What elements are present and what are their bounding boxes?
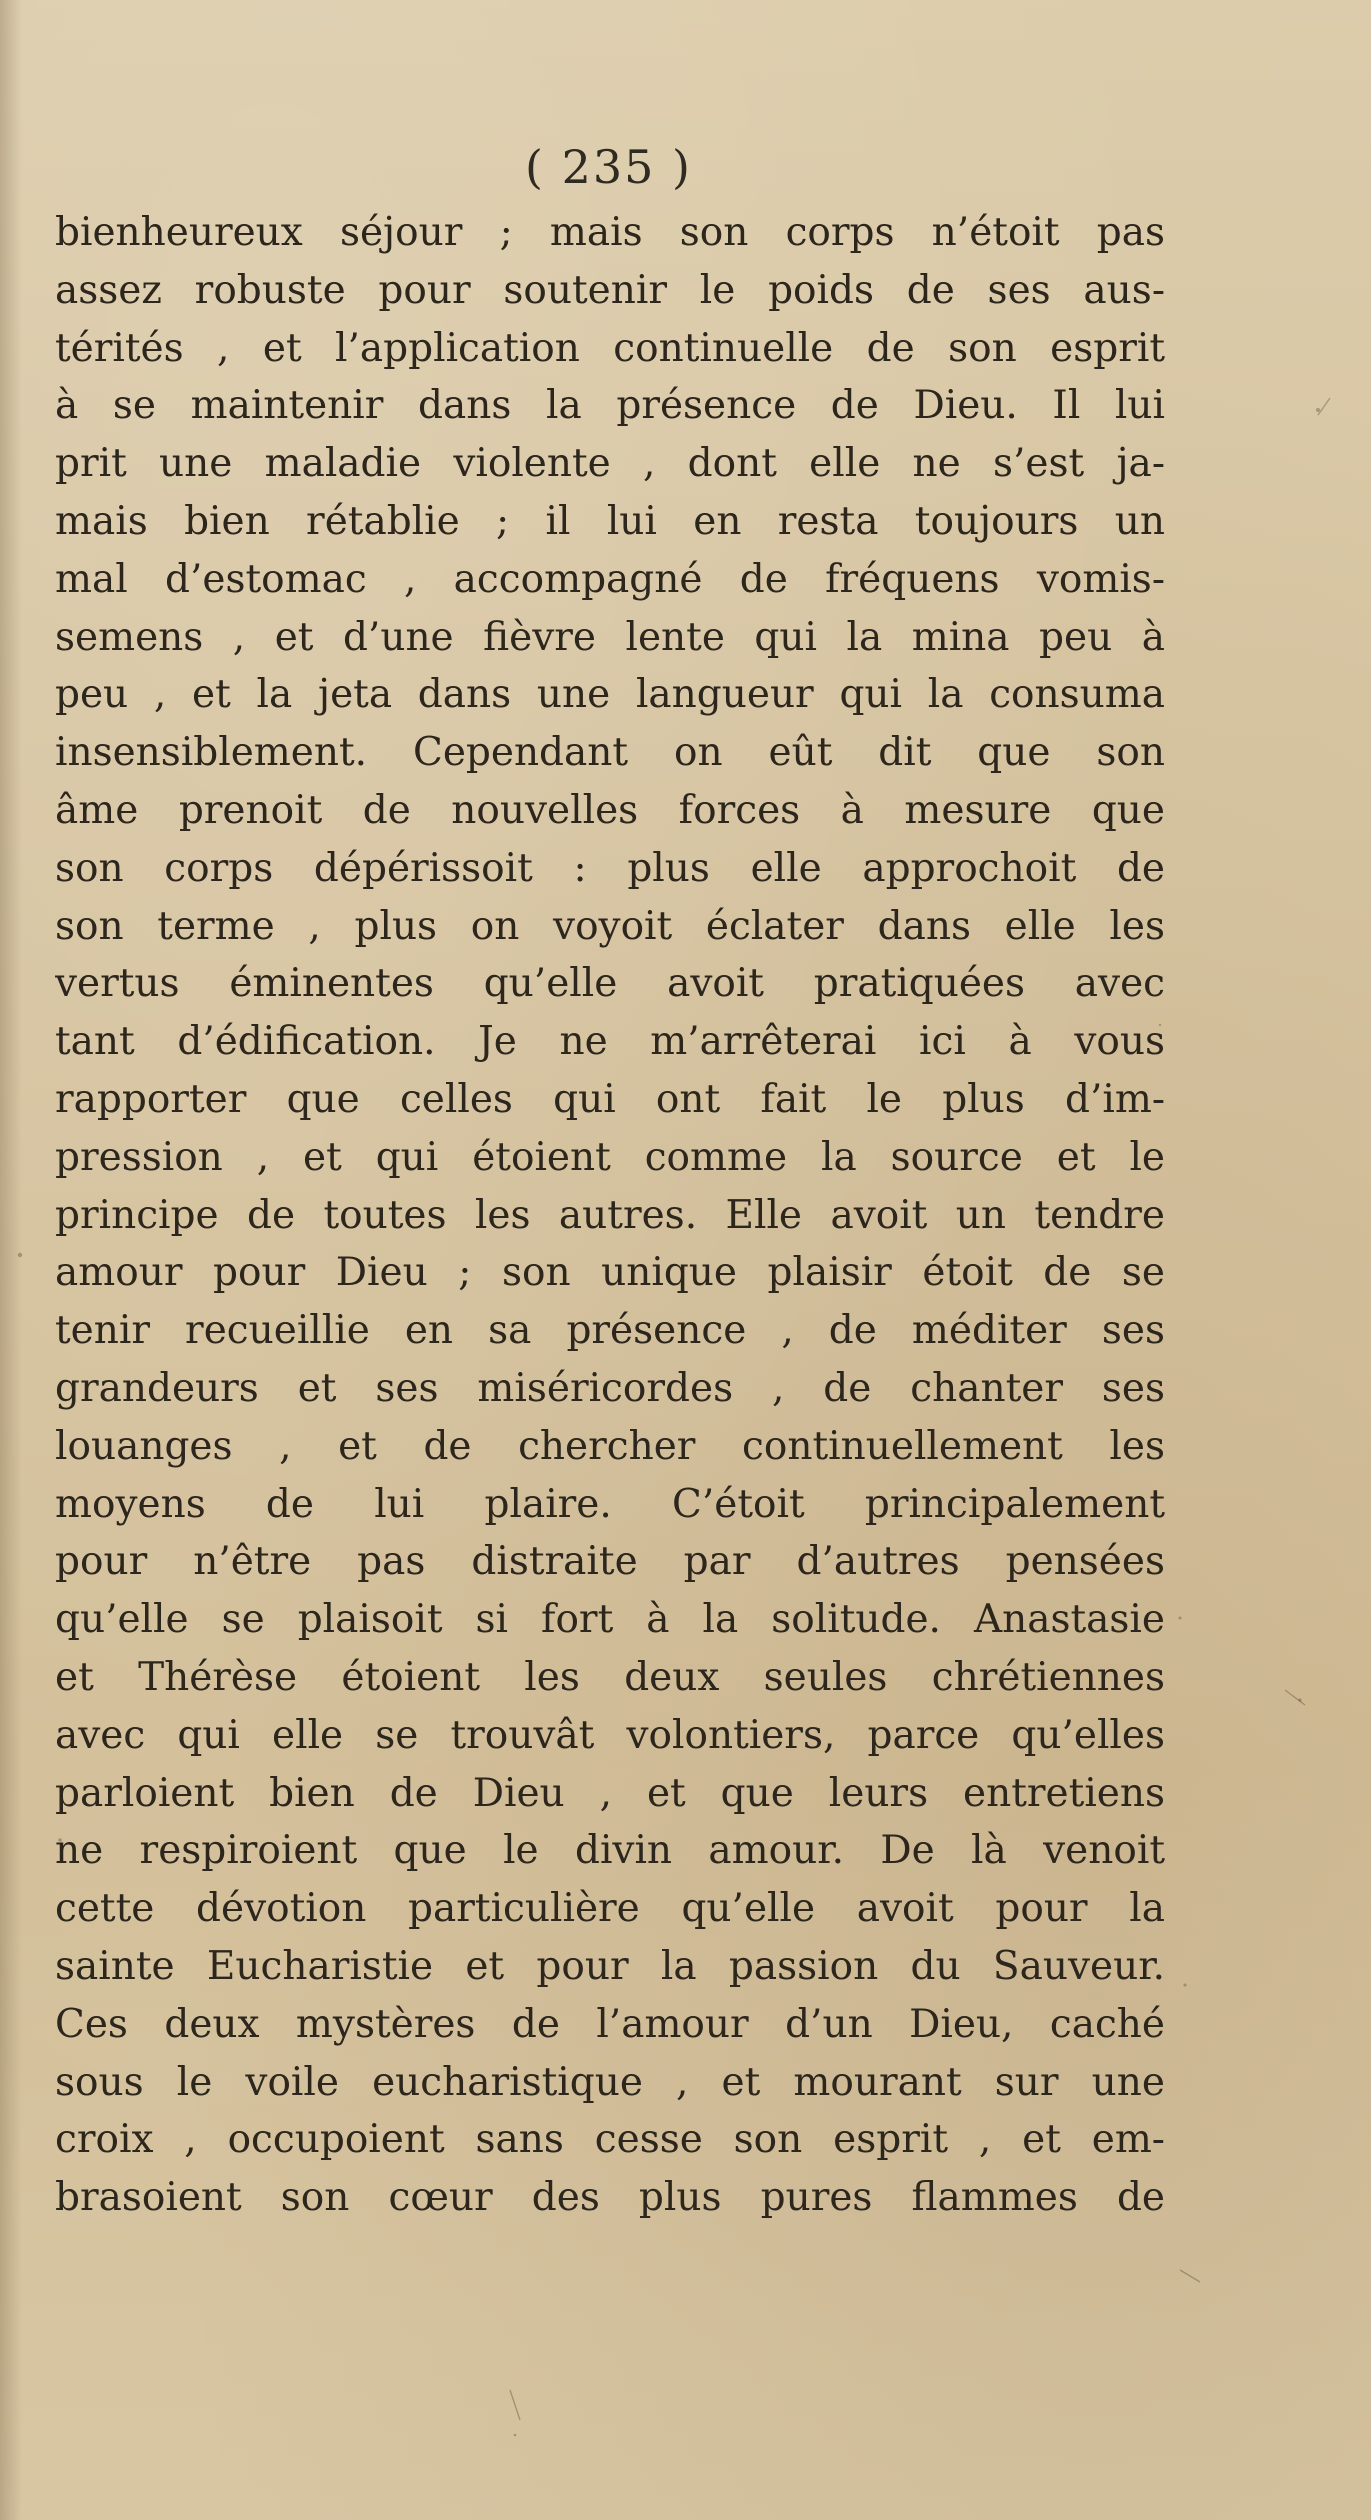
page-number: ( 235 ): [525, 140, 692, 194]
text-line: rapporter que celles qui ont fait le plus d’im-: [55, 1076, 1165, 1122]
text-line: tenir recueillie en sa présence , de méditer ses: [55, 1308, 1165, 1354]
text-line: louanges , et de chercher continuellement les: [55, 1423, 1165, 1469]
text-line: térités , et l’application continuelle de son esprit: [55, 325, 1165, 371]
text-line: Ces deux mystères de l’amour d’un Dieu, caché: [55, 2001, 1165, 2047]
text-line: amour pour Dieu ; son unique plaisir étoit de se: [55, 1250, 1165, 1296]
text-line: vertus éminentes qu’elle avoit pratiquées avec: [55, 961, 1165, 1007]
text-line: parloient bien de Dieu , et que leurs entretiens: [55, 1770, 1165, 1816]
text-line: qu’elle se plaisoit si fort à la solitude. Anastasie: [55, 1597, 1165, 1643]
text-line: bienheureux séjour ; mais son corps n’étoit pas: [55, 210, 1165, 255]
text-line: son corps dépérissoit : plus elle approchoit de: [55, 845, 1165, 891]
text-line: semens , et d’une fièvre lente qui la mina peu à: [55, 614, 1165, 660]
text-line: cette dévotion particulière qu’elle avoit pour la: [55, 1886, 1165, 1932]
text-line: prit une maladie violente , dont elle ne s’est ja-: [55, 441, 1165, 487]
text-line: et Thérèse étoient les deux seules chrétiennes: [55, 1654, 1165, 1700]
text-line: âme prenoit de nouvelles forces à mesure que: [55, 787, 1165, 833]
text-line: croix , occupoient sans cesse son esprit , et em-: [55, 2117, 1165, 2163]
text-line: ne respiroient que le divin amour. De là venoit: [55, 1828, 1165, 1874]
text-line: brasoient son cœur des plus pures flammes de: [55, 2175, 1165, 2221]
text-line: insensiblement. Cependant on eût dit que son: [55, 730, 1165, 776]
text-line: principe de toutes les autres. Elle avoit un tendre: [55, 1192, 1165, 1238]
text-line: assez robuste pour soutenir le poids de ses aus-: [55, 267, 1165, 313]
text-line: avec qui elle se trouvât volontiers, parce qu’elles: [55, 1712, 1165, 1758]
text-line: pour n’être pas distraite par d’autres pensées: [55, 1539, 1165, 1585]
text-line: sous le voile eucharistique , et mourant sur une: [55, 2059, 1165, 2105]
text-line: sainte Eucharistie et pour la passion du Sauveur.: [55, 1943, 1165, 1989]
text-line: moyens de lui plaire. C’étoit principalement: [55, 1481, 1165, 1527]
text-line: pression , et qui étoient comme la source et le: [55, 1134, 1165, 1180]
body-text: [55, 204, 1165, 2227]
text-line: son terme , plus on voyoit éclater dans elle les: [55, 903, 1165, 949]
text-line: tant d’édification. Je ne m’arrêterai ici à vous: [55, 1019, 1165, 1065]
text-line: à se maintenir dans la présence de Dieu. Il lui: [55, 383, 1165, 429]
text-line: mais bien rétablie ; il lui en resta toujours un: [55, 498, 1165, 544]
text-line: peu , et la jeta dans une langueur qui la consuma: [55, 672, 1165, 718]
text-line: mal d’estomac , accompagné de fréquens vomis-: [55, 556, 1165, 602]
text-line: grandeurs et ses miséricordes , de chanter ses: [55, 1365, 1165, 1411]
